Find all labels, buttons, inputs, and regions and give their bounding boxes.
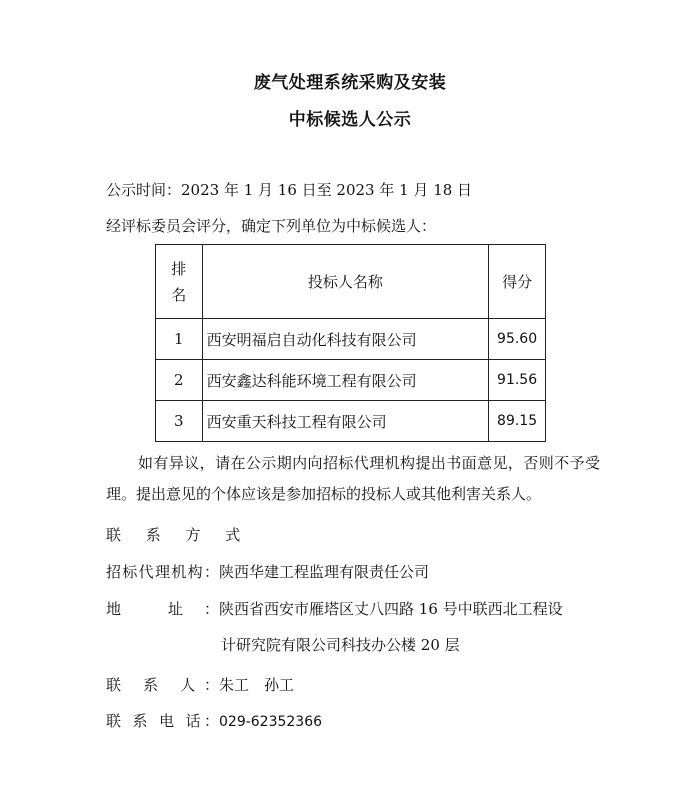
agency-value: 陕西华建工程监理有限责任公司 (219, 563, 430, 581)
notice-period: 公示时间：2023 年 1 月 16 日至 2023 年 1 月 18 日 (106, 181, 473, 199)
rank-header-label: 排名 (171, 259, 187, 304)
phone-label: 联 系 电 话： (106, 712, 219, 730)
bidder-name-cell: 西安明福启自动化科技有限公司 (202, 319, 489, 360)
address-row (106, 598, 563, 619)
candidates-table (155, 244, 546, 442)
address-line-1: 陕西省西安市雁塔区丈八四路 16 号中联西北工程设 (219, 600, 563, 618)
agency-label: 招标代理机构： (106, 563, 219, 581)
address-label: 地 址： (106, 600, 219, 618)
document-subtitle: 中标候选人公示 (288, 110, 412, 130)
score-header: 得分 (489, 245, 546, 319)
table-row (156, 360, 546, 401)
rank-cell: 2 (156, 360, 203, 401)
table-header-row (156, 245, 546, 319)
intro-text: 经评标委员会评分，确定下列单位为中标候选人： (106, 217, 437, 235)
score-cell: 89.15 (489, 401, 546, 442)
rank-header (156, 245, 203, 319)
contact-person-row (106, 674, 294, 695)
score-cell: 91.56 (489, 360, 546, 401)
rank-cell: 1 (156, 319, 203, 360)
bidder-name-cell: 西安重天科技工程有限公司 (202, 401, 489, 442)
contact-person-value: 朱工 孙工 (219, 676, 295, 694)
phone-value: 029-62352366 (219, 714, 323, 730)
contact-heading: 联 系 方 式 (106, 526, 251, 544)
table-row (156, 319, 546, 360)
rank-cell: 3 (156, 401, 203, 442)
name-header: 投标人名称 (202, 245, 489, 319)
phone-row (106, 710, 322, 731)
bidder-name-cell: 西安鑫达科能环境工程有限公司 (202, 360, 489, 401)
document-title: 废气处理系统采购及安装 (253, 73, 447, 93)
address-line-2: 计研究院有限公司科技办公楼 20 层 (221, 636, 460, 654)
score-cell: 95.60 (489, 319, 546, 360)
agency-row (106, 561, 429, 582)
contact-person-label: 联 系 人： (106, 676, 219, 694)
table-row (156, 401, 546, 442)
objection-paragraph: 如有异议，请在公示期内向招标代理机构提出书面意见，否则不予受理。提出意见的个体应该是参加招标的投标人或其他利害关系人。 (106, 454, 600, 503)
